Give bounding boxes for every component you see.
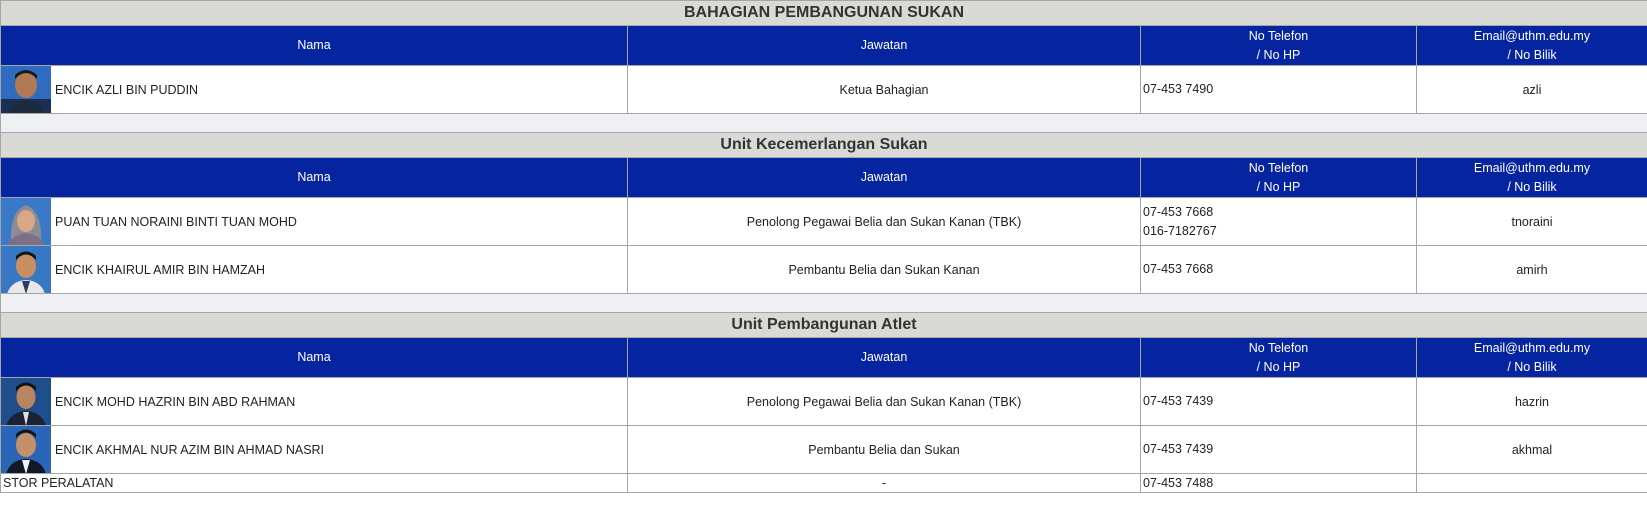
column-header-row — [1, 158, 1647, 198]
stor-phone-cell: 07-453 7488 — [1141, 474, 1417, 493]
email-header-line2: / No Bilik — [1507, 47, 1557, 62]
person-name: ENCIK AZLI BIN PUDDIN — [55, 82, 199, 97]
avatar — [1, 378, 51, 426]
table-row — [1, 66, 1647, 114]
table-row — [1, 246, 1647, 294]
email-header-line1: Email@uthm.edu.my — [1473, 160, 1591, 175]
stor-email-cell — [1417, 474, 1647, 493]
email-header-line1: Email@uthm.edu.my — [1473, 340, 1591, 355]
email-header-line1: Email@uthm.edu.my — [1473, 28, 1591, 43]
section-spacer — [1, 294, 1647, 313]
name-cell — [1, 198, 628, 246]
name-cell — [1, 246, 628, 294]
column-header-row — [1, 26, 1647, 66]
name-cell — [1, 426, 628, 474]
phone-number: 07-453 7439 — [1143, 394, 1214, 408]
person-name: ENCIK KHAIRUL AMIR BIN HAMZAH — [55, 262, 265, 277]
phone-number: 07-453 7668 — [1143, 262, 1214, 276]
phone-number: 07-453 7439 — [1143, 442, 1214, 456]
section-header — [1, 313, 1647, 338]
section-title: BAHAGIAN PEMBANGUNAN SUKAN — [1, 1, 1647, 26]
person-name: ENCIK AKHMAL NUR AZIM BIN AHMAD NASRI — [55, 442, 325, 457]
email-cell: hazrin — [1417, 378, 1647, 426]
column-header-email — [1417, 158, 1647, 198]
table-row — [1, 198, 1647, 246]
column-header-role: Jawatan — [628, 26, 1141, 66]
phone-header-line2: / No HP — [1256, 359, 1301, 374]
phone-cell — [1141, 378, 1417, 426]
column-header-phone — [1141, 338, 1417, 378]
spacer-cell — [1, 114, 1647, 133]
email-cell: akhmal — [1417, 426, 1647, 474]
section-header — [1, 1, 1647, 26]
name-cell — [1, 66, 628, 114]
role-cell: Ketua Bahagian — [628, 66, 1141, 114]
role-cell: Penolong Pegawai Belia dan Sukan Kanan (TBK) — [628, 198, 1141, 246]
phone-cell — [1141, 246, 1417, 294]
table-row-stor — [1, 474, 1647, 493]
stor-name-cell: STOR PERALATAN — [1, 474, 628, 493]
section-title: Unit Pembangunan Atlet — [1, 313, 1647, 338]
phone-cell — [1141, 198, 1417, 246]
name-cell — [1, 378, 628, 426]
phone-header-line1: No Telefon — [1248, 160, 1309, 175]
email-cell: amirh — [1417, 246, 1647, 294]
column-header-role: Jawatan — [628, 158, 1141, 198]
section-header — [1, 133, 1647, 158]
role-cell: Pembantu Belia dan Sukan Kanan — [628, 246, 1141, 294]
phone-number: 07-453 7668 — [1143, 204, 1214, 219]
role-cell: Pembantu Belia dan Sukan — [628, 426, 1141, 474]
phone-header-line2: / No HP — [1256, 47, 1301, 62]
phone-header-line1: No Telefon — [1248, 340, 1309, 355]
person-name: ENCIK MOHD HAZRIN BIN ABD RAHMAN — [55, 394, 296, 409]
mobile-number: 016-7182767 — [1143, 223, 1217, 238]
column-header-role: Jawatan — [628, 338, 1141, 378]
email-header-line2: / No Bilik — [1507, 359, 1557, 374]
spacer-cell — [1, 294, 1647, 313]
column-header-email — [1417, 26, 1647, 66]
phone-header-line2: / No HP — [1256, 179, 1301, 194]
column-header-name: Nama — [1, 338, 628, 378]
column-header-name: Nama — [1, 158, 628, 198]
stor-role-cell: - — [628, 474, 1141, 493]
avatar — [1, 66, 51, 114]
person-name: PUAN TUAN NORAINI BINTI TUAN MOHD — [55, 214, 297, 229]
email-header-line2: / No Bilik — [1507, 179, 1557, 194]
avatar — [1, 198, 51, 246]
avatar — [1, 246, 51, 294]
phone-cell — [1141, 426, 1417, 474]
email-cell: tnoraini — [1417, 198, 1647, 246]
email-cell: azli — [1417, 66, 1647, 114]
role-cell: Penolong Pegawai Belia dan Sukan Kanan (TBK) — [628, 378, 1141, 426]
section-title: Unit Kecemerlangan Sukan — [1, 133, 1647, 158]
table-row — [1, 378, 1647, 426]
avatar — [1, 426, 51, 474]
column-header-name: Nama — [1, 26, 628, 66]
column-header-phone — [1141, 158, 1417, 198]
table-row — [1, 426, 1647, 474]
column-header-email — [1417, 338, 1647, 378]
phone-number: 07-453 7490 — [1143, 82, 1214, 96]
column-header-phone — [1141, 26, 1417, 66]
section-spacer — [1, 114, 1647, 133]
phone-header-line1: No Telefon — [1248, 28, 1309, 43]
column-header-row — [1, 338, 1647, 378]
phone-cell — [1141, 66, 1417, 114]
